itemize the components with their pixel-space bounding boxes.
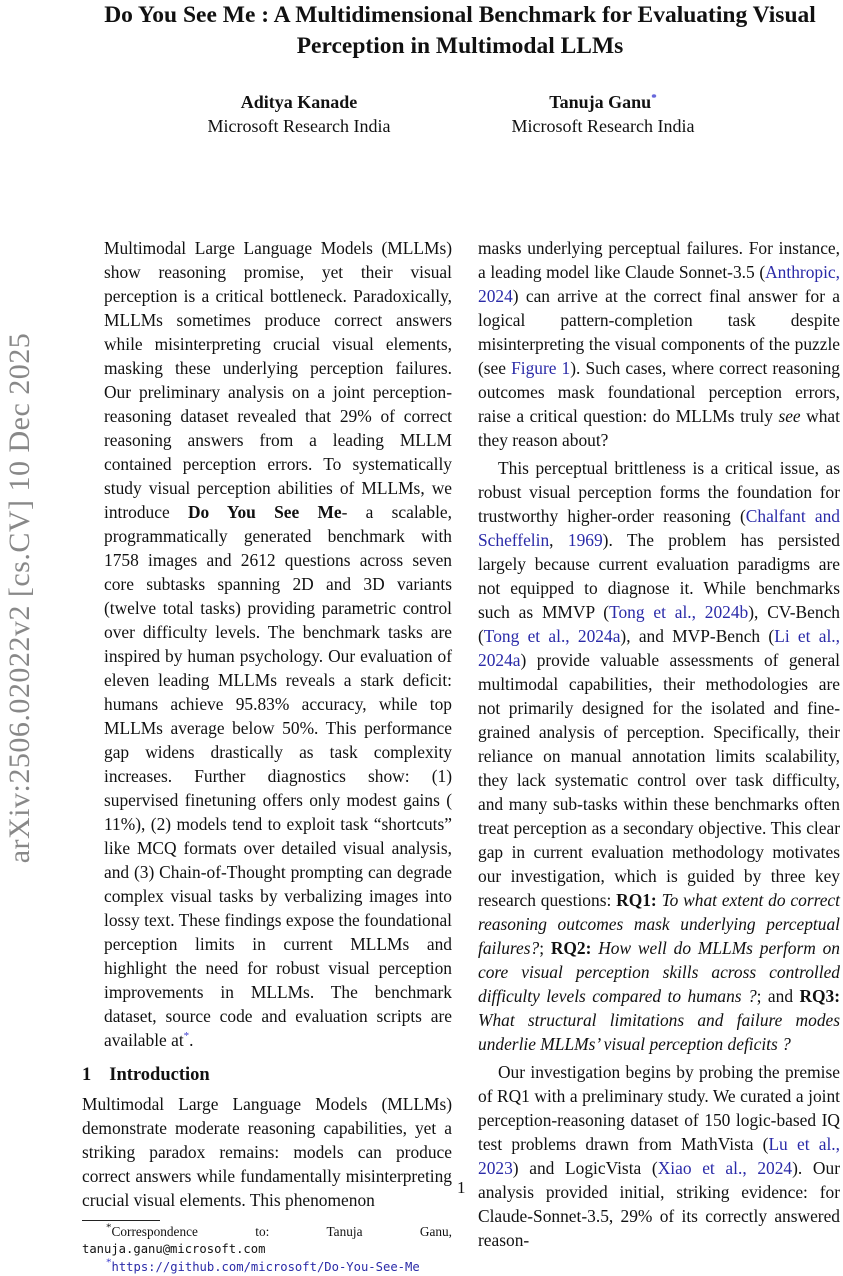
text-segment: ; [539, 938, 551, 958]
citation-link[interactable]: Anthropic, 2024 [478, 262, 840, 306]
text-segment: This perceptual brittleness is a critical issue, as robust visual perception forms the foundation for trustworthy higher-order reasoning ( [478, 458, 840, 526]
email-link[interactable]: tanuja.ganu@microsoft.com [82, 1242, 266, 1256]
text-segment: ; and [756, 986, 800, 1006]
author-name [453, 90, 753, 114]
text-segment: RQ1: [616, 890, 657, 910]
right-column [478, 236, 840, 1256]
github-link[interactable]: https://github.com/microsoft/Do-You-See-Me [111, 1260, 420, 1274]
text-segment: . [189, 1030, 194, 1050]
text-segment: what they reason about? [478, 406, 840, 450]
footnote-mark[interactable]: * [651, 92, 657, 104]
text-segment: Multimodal Large Language Models (MLLMs) show reasoning promise, yet their visual perception is a critical bottleneck. Paradoxically, MLLMs sometimes produce correct answers while misinterpreting crucial visual elements, masking these underlying perception failures. Our preliminary analysis on a joint perception-reasoning dataset revealed that 29% of correct reasoning answers from a leading MLLM contained perception errors. To systematically study visual perception abilities of MLLMs, we introduce [104, 238, 452, 522]
text-segment: ) provide valuable assessments of general multimodal capabilities, their methodologies are not primarily designed for the isolated and fine-grained analysis of perception. Specifically, their reliance on manual annotation limits scalability, they lack systematic control over task difficulty, and many sub-tasks within these benchmarks often treat perception as a secondary objective. This clear gap in current evaluation methodology motivates our investigation, which is guided by three key research questions: [478, 650, 840, 910]
author-affiliation: Microsoft Research India [511, 116, 695, 136]
author-block [453, 90, 753, 138]
left-column [82, 236, 452, 1276]
citation-link[interactable]: Chalfant and Scheffelin [478, 506, 840, 550]
arxiv-stamp: arXiv:2506.02022v2 [cs.CV] 10 Dec 2025 [3, 332, 36, 864]
citation-link[interactable]: Figure 1 [511, 358, 571, 378]
author-affiliation: Microsoft Research India [207, 116, 391, 136]
text-segment: To what extent do correct reasoning outcomes mask underlying perceptual failures? [478, 890, 840, 958]
text-segment: , [549, 530, 568, 550]
citation-link[interactable]: Tong et al., 2024a [483, 626, 621, 646]
abstract [104, 236, 452, 1052]
citation-link[interactable]: 1969 [567, 530, 603, 550]
section-number: 1 [82, 1065, 92, 1085]
text-segment: ). Our analysis provided initial, striking evidence: for Claude-Sonnet-3.5, 29% of its correctly answered reason- [478, 1158, 840, 1250]
citation-link[interactable]: Lu et al., 2023 [478, 1134, 841, 1178]
text-segment: ), CV-Bench ( [478, 602, 840, 646]
text-segment: ), and MVP-Bench ( [620, 626, 775, 646]
author-name-text: Tanuja Ganu [549, 92, 652, 112]
citation-link[interactable]: Xiao et al., 2024 [657, 1158, 793, 1178]
citation-link[interactable]: Tong et al., 2024b [609, 602, 749, 622]
footnote-rule [82, 1220, 160, 1221]
section-heading [82, 1062, 452, 1088]
text-segment: ). Such cases, where correct reasoning outcomes mask foundational perception errors, raise a critical question: do MLLMs truly [478, 358, 840, 426]
author-name-text: Aditya Kanade [240, 92, 358, 112]
text-segment: RQ3: [799, 986, 841, 1006]
author-name [149, 90, 449, 114]
section-title: Introduction [109, 1065, 210, 1085]
footnote-mark: * [106, 1256, 112, 1269]
page-number: 1 [457, 1178, 466, 1197]
body-paragraph [478, 236, 840, 452]
text-segment: Multimodal Large Language Models (MLLMs) demonstrate moderate reasoning capabilities, yet a striking paradox remains: models can produce correct answers while fundamentally misinterpreting crucial visual elements. This phenomenon [82, 1094, 452, 1210]
text-segment: masks underlying perceptual failures. For instance, a leading model like Claude Sonnet-3.5 ( [478, 238, 840, 282]
text-segment: Do You See Me [187, 502, 342, 522]
text-segment: How well do MLLMs perform on core visual perception skills across controlled difficulty levels compared to humans ? [478, 938, 840, 1006]
abstract-paragraph [104, 236, 452, 1052]
text-segment: - a scalable, programmatically generated benchmark with 1758 images and 2612 questions across seven core subtasks spanning 2D and 3D variants (twelve total tasks) providing parametric control over difficulty levels. The benchmark tasks are inspired by human psychology. Our evaluation of eleven leading MLLMs reveals a stark deficit: humans achieve 95.83% accuracy, while top MLLMs average below 50%. This performance gap widens drastically as task complexity increases. Further diagnostics show: (1) supervised finetuning offers only modest gains ( 11%), (2) models tend to exploit task “shortcuts” like MCQ formats over detailed visual analysis, and (3) Chain-of-Thought prompting can degrade complex visual tasks by verbalizing images into lossy text. These findings expose the foundational perception limits in current MLLMs and highlight the need for robust visual perception improvements in MLLMs. The benchmark dataset, source code and evaluation scripts are available at [104, 502, 452, 1050]
citation-link[interactable]: Li et al., 2024a [478, 626, 841, 670]
text-segment: ) can arrive at the correct final answer for a logical pattern-completion task despite misinterpreting the visual components of the puzzle (see [478, 286, 840, 378]
text-segment: Our investigation begins by probing the premise of RQ1 with a preliminary study. We curated a joint perception-reasoning dataset of 150 logic-based IQ test problems drawn from MathVista ( [478, 1062, 840, 1154]
text-segment: see [778, 406, 801, 426]
author-block [149, 90, 449, 138]
footnote-mark: * [106, 1221, 112, 1234]
body-paragraph [478, 456, 840, 1056]
text-segment: RQ2: [550, 938, 592, 958]
introduction-section [82, 1062, 452, 1212]
footnote-correspondence [82, 1223, 452, 1258]
footnote-text: Correspondence to: Tanuja Ganu, [111, 1224, 452, 1239]
text-segment: ). The problem has persisted largely because current evaluation paradigms are not equipped to diagnose it. While benchmarks such as MMVP ( [478, 530, 840, 622]
body-paragraph [82, 1092, 452, 1212]
paper-title: Do You See Me : A Multidimensional Benchmark for Evaluating Visual Perception in Multimodal LLMs [104, 2, 816, 59]
body-paragraph [478, 1060, 840, 1252]
text-segment: ) and LogicVista ( [512, 1158, 658, 1178]
footnote-mark[interactable]: * [183, 1030, 190, 1043]
text-segment: What structural limitations and failure modes underlie MLLMs’ visual perception deficits ? [478, 1010, 840, 1054]
footnote-url [82, 1258, 452, 1276]
